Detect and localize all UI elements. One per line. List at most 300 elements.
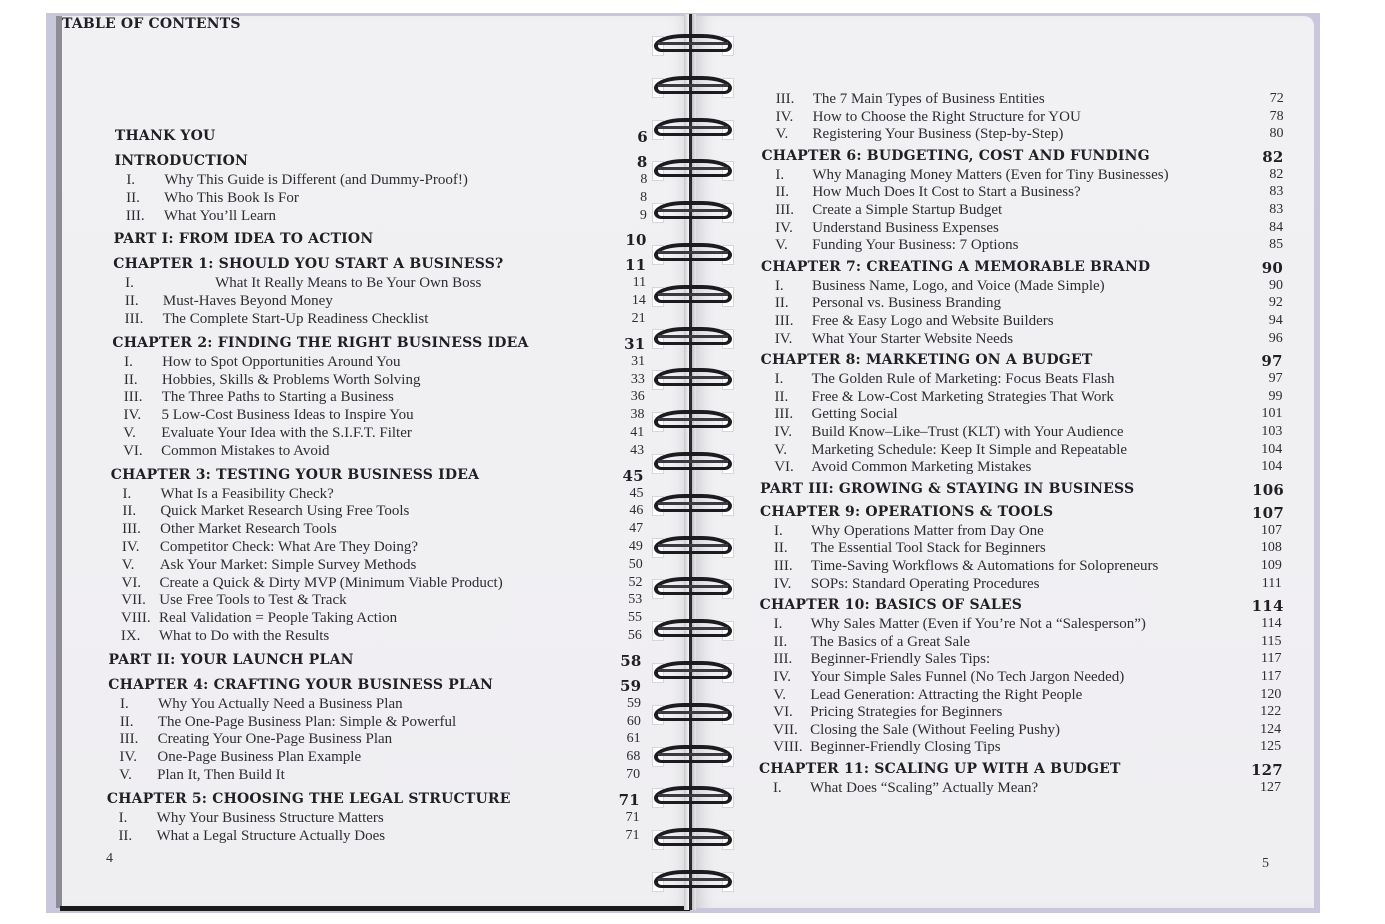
spiral-ring (650, 703, 734, 725)
toc-entry-page: 117 (1260, 669, 1282, 684)
toc-entry (775, 202, 1289, 220)
toc-entry-page: 115 (1261, 633, 1282, 649)
toc-entry-numeral: II. (774, 388, 789, 405)
toc-entry-numeral: III. (775, 91, 795, 107)
ring-wire-inner (658, 42, 728, 54)
toc-entry-numeral: III. (773, 558, 793, 574)
ring-wire-inner (658, 753, 728, 765)
toc-entry-label: Funding Your Business: 7 Options (812, 237, 1019, 254)
toc-entry (773, 687, 1287, 705)
toc-entry-label: One-Page Business Plan Example (157, 749, 362, 766)
toc-entry-numeral: III. (773, 651, 793, 668)
toc-entry-label: Time-Saving Workflows & Automations for Solopreneurs (810, 558, 1159, 574)
toc-entry-page: 21 (631, 311, 646, 326)
ring-wire-inner (658, 878, 728, 890)
toc-heading-page: 6 (637, 128, 648, 146)
toc-heading-label: CHAPTER 9: OPERATIONS & TOOLS (760, 503, 1054, 520)
toc-entry-numeral: II. (775, 184, 790, 201)
toc-entry-page: 45 (629, 485, 644, 501)
toc-entry-label: Understand Business Expenses (812, 219, 999, 236)
toc-entry (119, 749, 646, 767)
toc-entry-label: The Golden Rule of Marketing: Focus Beats Flash (811, 371, 1115, 388)
toc-heading (761, 258, 1284, 277)
toc-entry-label: What Does “Scaling” Actually Mean? (809, 780, 1039, 796)
toc-entry-page: 8 (640, 172, 648, 187)
toc-entry-label: Marketing Schedule: Keep It Simple and Repeatable (811, 441, 1128, 458)
toc-heading-label: PART I: FROM IDEA TO ACTION (113, 231, 374, 248)
toc-entry-numeral: I. (774, 371, 784, 388)
toc-entry (773, 780, 1287, 798)
spiral-ring (650, 661, 734, 683)
toc-heading-page: 71 (618, 790, 640, 809)
toc-entry (775, 331, 1289, 349)
ring-wire-inner (658, 84, 728, 96)
toc-entry-page: 47 (629, 521, 644, 537)
toc-heading-label: CHAPTER 7: CREATING A MEMORABLE BRAND (761, 258, 1151, 275)
toc-entry (776, 126, 1290, 144)
toc-entry-numeral: VI. (773, 704, 793, 721)
toc-entry-label: What It Really Means to Be Your Own Boss (215, 275, 482, 292)
toc-entry (774, 459, 1288, 477)
toc-title: TABLE OF CONTENTS (62, 16, 241, 32)
toc-entry-label: What You’ll Learn (163, 207, 276, 224)
toc-entry-page: 70 (626, 767, 641, 782)
toc-entry (774, 576, 1288, 594)
toc-entry-numeral: VIII. (121, 610, 151, 627)
toc-heading (761, 147, 1284, 166)
spiral-ring (650, 619, 734, 641)
toc-heading-label: INTRODUCTION (114, 153, 248, 169)
toc-entry-numeral: I. (120, 695, 129, 712)
toc-entry-label: Free & Low-Cost Marketing Strategies That Work (811, 388, 1114, 405)
toc-entry-page: 96 (1268, 330, 1283, 346)
toc-entry-page: 14 (631, 293, 646, 309)
toc-entry-page: 103 (1261, 424, 1283, 439)
toc-heading-label: THANK YOU (114, 128, 216, 144)
toc-entry (125, 275, 652, 293)
toc-heading-label: CHAPTER 10: BASICS OF SALES (759, 597, 1023, 614)
toc-entry-page: 111 (1261, 575, 1282, 591)
toc-entry-page: 31 (631, 353, 646, 369)
toc-entry-page: 50 (628, 556, 643, 572)
toc-entry-numeral: III. (774, 406, 794, 423)
toc-entry-numeral: V. (774, 441, 787, 458)
toc-entry-page: 107 (1260, 522, 1282, 538)
toc-entry-page: 80 (1269, 126, 1284, 142)
toc-entry-label: What Your Starter Website Needs (811, 330, 1014, 347)
toc-entry (773, 722, 1287, 740)
toc-entry-page: 36 (630, 389, 645, 405)
toc-entry-label: Who This Book Is For (164, 189, 299, 206)
page-number-right: 5 (1262, 856, 1269, 871)
spiral-ring (650, 745, 734, 767)
toc-entry (774, 406, 1288, 424)
toc-entry-page: 109 (1260, 558, 1282, 573)
toc-entry-numeral: I. (124, 353, 133, 370)
toc-entry (119, 767, 646, 785)
toc-heading-page: 45 (622, 466, 644, 485)
toc-entry (125, 293, 652, 311)
spiral-ring (650, 243, 734, 265)
toc-entry-label: Why Managing Money Matters (Even for Tiny Businesses) (812, 166, 1169, 183)
toc-heading-label: CHAPTER 2: FINDING THE RIGHT BUSINESS IDEA (112, 334, 529, 351)
ring-wire-inner (658, 585, 728, 597)
left-page (56, 16, 690, 908)
ring-wire-inner (658, 669, 728, 681)
spiral-ring (650, 494, 734, 516)
toc-entry-numeral: I. (125, 275, 134, 292)
toc-entry-page: 41 (630, 425, 645, 440)
toc-heading (113, 231, 647, 250)
spiral-ring (650, 118, 734, 140)
toc-entry-page: 55 (628, 610, 643, 626)
ring-wire-inner (658, 251, 728, 263)
toc-entry (126, 190, 653, 208)
toc-entry (776, 109, 1290, 127)
toc-entry-numeral: V. (123, 425, 136, 441)
toc-heading-page: 90 (1261, 258, 1284, 277)
toc-entry-page: 94 (1268, 313, 1283, 328)
toc-entry-page: 101 (1261, 406, 1283, 422)
ring-wire-inner (658, 711, 728, 723)
toc-entry (774, 442, 1288, 460)
toc-entry (121, 575, 648, 593)
toc-entry-page: 83 (1269, 202, 1284, 217)
toc-entry-page: 68 (626, 749, 641, 765)
toc-entry-numeral: II. (773, 633, 788, 650)
toc-entry-numeral: II. (122, 503, 137, 520)
toc-entry-numeral: VI. (774, 459, 794, 476)
spiral-ring (650, 327, 734, 349)
toc-entry-page: 99 (1268, 388, 1283, 404)
toc-entry-numeral: III. (119, 731, 139, 748)
toc-entry-label: What to Do with the Results (158, 628, 330, 644)
toc-heading-page: 59 (619, 676, 642, 695)
toc-heading-page: 58 (620, 651, 642, 670)
toc-entry-label: The Three Paths to Starting a Business (161, 389, 394, 406)
toc-entry-page: 90 (1268, 277, 1283, 293)
toc-entry (775, 184, 1289, 202)
toc-entry-numeral: VI. (121, 574, 142, 591)
toc-entry (122, 557, 649, 575)
toc-entry-page: 83 (1269, 184, 1284, 200)
toc-entry (775, 313, 1289, 331)
spiral-ring (650, 368, 734, 390)
spiral-ring (650, 34, 734, 56)
toc-heading-label: CHAPTER 5: CHOOSING THE LEGAL STRUCTURE (106, 790, 511, 807)
toc-heading-label: CHAPTER 3: TESTING YOUR BUSINESS IDEA (110, 466, 480, 483)
toc-entry-label: Closing the Sale (Without Feeling Pushy) (810, 721, 1060, 738)
toc-entry-numeral: I. (126, 172, 136, 188)
toc-heading (108, 676, 642, 695)
toc-entry-numeral: V. (775, 237, 788, 254)
toc-entry-numeral: IV. (773, 575, 792, 592)
ring-wire-inner (658, 836, 728, 848)
toc-entry-numeral: III. (774, 313, 794, 329)
spiral-binding (650, 0, 742, 924)
toc-entry-label: Evaluate Your Idea with the S.I.F.T. Filter (161, 425, 412, 441)
toc-heading-label: PART III: GROWING & STAYING IN BUSINESS (760, 480, 1135, 497)
toc-entry (774, 523, 1288, 541)
toc-heading (114, 153, 648, 171)
toc-entry (120, 731, 647, 749)
toc-entry-numeral: II. (773, 540, 788, 557)
toc-entry (120, 714, 647, 732)
spiral-ring (650, 452, 734, 474)
spiral-ring (650, 76, 734, 98)
toc-entry-page: 71 (625, 827, 640, 843)
toc-entry-numeral: IV. (775, 219, 793, 236)
toc-entry-page: 49 (628, 539, 643, 554)
toc-entry (122, 539, 649, 557)
ring-wire-inner (658, 335, 728, 347)
toc-entry-label: Why This Guide is Different (and Dummy-Proof!) (164, 172, 468, 188)
toc-entry (125, 311, 652, 329)
toc-entry-page: 120 (1260, 686, 1282, 702)
toc-entry (774, 616, 1288, 634)
toc-entry (775, 167, 1289, 185)
toc-heading (110, 466, 644, 485)
toc-entry-label: Must-Haves Beyond Money (162, 293, 333, 310)
toc-entry-numeral: I. (773, 616, 783, 633)
toc-entry-label: Free & Easy Logo and Website Builders (811, 313, 1054, 329)
toc-heading (113, 256, 647, 275)
toc-entry-page: 85 (1269, 237, 1284, 253)
toc-entry-page: 56 (627, 628, 642, 643)
toc-entry-numeral: V. (119, 767, 132, 783)
toc-heading (760, 352, 1283, 371)
toc-entry-page: 61 (626, 731, 641, 747)
toc-entry-numeral: IX. (120, 628, 141, 644)
toc-entry (773, 651, 1287, 669)
toc-entry-page: 104 (1261, 459, 1283, 475)
toc-entry-page: 127 (1259, 780, 1281, 795)
spiral-ring (650, 159, 734, 181)
toc-entry-page: 117 (1260, 651, 1282, 667)
toc-entry-label: Other Market Research Tools (160, 521, 337, 538)
toc-entry (774, 634, 1288, 652)
toc-entry-page: 71 (625, 809, 640, 825)
toc-entry (775, 371, 1289, 389)
toc-entry-page: 108 (1260, 540, 1282, 556)
toc-entry-numeral: VII. (121, 592, 146, 609)
ring-wire-inner (658, 167, 728, 179)
toc-entry (774, 424, 1288, 442)
toc-entry-numeral: III. (775, 202, 794, 218)
toc-entry-numeral: V. (773, 686, 786, 703)
toc-entry-page: 60 (626, 713, 641, 729)
toc-entry-numeral: IV. (119, 749, 138, 766)
toc-entry-label: Avoid Common Marketing Mistakes (811, 459, 1032, 476)
toc-entry-page: 59 (627, 695, 642, 711)
toc-entry-page: 11 (632, 275, 647, 291)
toc-entry-label: Quick Market Research Using Free Tools (160, 503, 410, 520)
toc-entry-numeral: I. (774, 277, 784, 294)
toc-entry-numeral: IV. (775, 108, 794, 125)
toc-heading-page: 8 (636, 153, 648, 171)
toc-entry-label: Competitor Check: What Are They Doing? (159, 539, 419, 555)
toc-heading (106, 790, 640, 809)
toc-heading-page: 107 (1252, 503, 1284, 522)
toc-heading-page: 97 (1261, 352, 1283, 371)
toc-entry (123, 443, 650, 461)
toc-entry-label: Personal vs. Business Branding (811, 295, 1002, 312)
toc-entry-label: Lead Generation: Attracting the Right People (810, 686, 1083, 703)
toc-entry (773, 669, 1287, 687)
toc-entry-label: SOPs: Standard Operating Procedures (810, 575, 1040, 592)
spiral-ring (650, 870, 734, 892)
toc-heading (759, 597, 1284, 616)
toc-entry-page: 8 (640, 189, 648, 205)
toc-entry-label: Getting Social (811, 406, 898, 423)
toc-entry-label: Why You Actually Need a Business Plan (158, 695, 403, 712)
toc-entry-page: 9 (639, 207, 647, 223)
toc-heading-label: CHAPTER 11: SCALING UP WITH A BUDGET (759, 761, 1121, 777)
toc-entry-numeral: I. (118, 809, 128, 826)
spiral-ring (650, 410, 734, 432)
toc-entry-page: 52 (628, 574, 643, 590)
toc-entry-label: Why Sales Matter (Even if You’re Not a “Salesperson”) (810, 616, 1146, 633)
toc-entry-numeral: II. (123, 371, 138, 388)
ring-wire-inner (658, 460, 728, 472)
toc-entry-numeral: VII. (773, 721, 798, 738)
toc-entry (120, 696, 647, 714)
toc-entry-label: How to Spot Opportunities Around You (162, 353, 401, 370)
toc-heading-page: 82 (1262, 147, 1284, 166)
toc-entry-page: 84 (1269, 219, 1284, 235)
toc-entry (124, 372, 651, 390)
toc-heading-page: 10 (625, 231, 647, 250)
page-edge-shadow (60, 906, 690, 911)
toc-entry-numeral: III. (123, 389, 143, 406)
toc-entry-label: Why Your Business Structure Matters (156, 809, 384, 826)
toc-entry (121, 592, 648, 610)
toc-heading (760, 480, 1285, 499)
toc-heading (760, 503, 1284, 522)
toc-entry-numeral: I. (773, 522, 783, 539)
ring-wire-inner (658, 293, 728, 305)
toc-entry (773, 704, 1287, 722)
toc-entry-page: 82 (1269, 166, 1284, 182)
toc-entry (774, 558, 1288, 576)
toc-entry (121, 610, 648, 628)
toc-entry-numeral: III. (125, 207, 145, 224)
toc-entry (124, 354, 651, 372)
toc-entry-page: 33 (630, 371, 645, 387)
toc-entry-label: Your Simple Sales Funnel (No Tech Jargon Needed) (810, 669, 1125, 685)
toc-entry-numeral: I. (772, 780, 782, 796)
toc-entry (118, 828, 645, 846)
toc-heading-label: CHAPTER 8: MARKETING ON A BUDGET (760, 352, 1093, 369)
toc-heading-page: 106 (1252, 480, 1285, 499)
toc-entry-label: Beginner-Friendly Sales Tips: (810, 651, 991, 668)
toc-entry-label: 5 Low-Cost Business Ideas to Inspire You (161, 407, 414, 424)
spiral-ring (650, 786, 734, 808)
toc-entry-label: Create a Simple Startup Budget (812, 202, 1003, 218)
toc-entry (123, 407, 650, 425)
toc-heading (759, 761, 1283, 779)
toc-entry-numeral: IV. (121, 539, 140, 555)
toc-heading-label: CHAPTER 1: SHOULD YOU START A BUSINESS? (113, 256, 504, 273)
spiral-ring (650, 828, 734, 850)
toc-entry-numeral: VI. (123, 442, 143, 459)
ring-wire-inner (658, 418, 728, 430)
toc-entry (774, 540, 1288, 558)
toc-entry-numeral: IV. (774, 330, 793, 347)
toc-entry (775, 220, 1289, 238)
toc-entry-numeral: II. (119, 713, 134, 730)
toc-entry (775, 237, 1289, 255)
toc-entry-numeral: IV. (773, 669, 792, 685)
ring-wire-inner (658, 502, 728, 514)
spiral-ring (650, 577, 734, 599)
toc-entry-page: 124 (1260, 721, 1282, 737)
toc-entry-label: How Much Does It Cost to Start a Business? (812, 184, 1081, 201)
toc-entry-numeral: II. (124, 293, 139, 310)
toc-entry-label: Business Name, Logo, and Voice (Made Simple) (811, 277, 1105, 294)
toc-entry-label: How to Choose the Right Structure for YOU (812, 108, 1081, 125)
toc-entry-numeral: VIII. (773, 739, 803, 756)
toc-entry-label: What Is a Feasibility Check? (160, 485, 334, 502)
toc-entry-page: 92 (1268, 295, 1283, 311)
toc-heading-page: 11 (625, 256, 647, 275)
right-page (696, 16, 1314, 908)
toc-entry-label: The 7 Main Types of Business Entities (812, 91, 1045, 107)
ring-wire-inner (658, 627, 728, 639)
toc-entry (122, 503, 649, 521)
toc-entry-label: Real Validation = People Taking Action (159, 610, 398, 627)
toc-entry-page: 125 (1260, 739, 1282, 755)
toc-entry-page: 104 (1261, 441, 1283, 457)
toc-heading-page: 114 (1251, 597, 1284, 616)
toc-entry-label: Create a Quick & Dirty MVP (Minimum Viable Product) (159, 574, 503, 591)
toc-entry-page: 78 (1269, 108, 1284, 124)
ring-wire-inner (658, 544, 728, 556)
toc-entry-label: Common Mistakes to Avoid (161, 442, 330, 459)
toc-entry-numeral: III. (124, 311, 144, 327)
toc-entry-label: Hobbies, Skills & Problems Worth Solving (161, 371, 421, 388)
toc-entry-label: The One-Page Business Plan: Simple & Powerful (157, 713, 457, 730)
toc-entry (123, 486, 650, 504)
toc-entry (126, 172, 653, 190)
toc-heading (112, 334, 646, 353)
toc-entry-label: The Basics of a Great Sale (810, 633, 971, 650)
toc-entry-page: 122 (1260, 704, 1282, 720)
toc-entry-numeral: II. (126, 189, 140, 206)
toc-entry-numeral: I. (122, 485, 132, 502)
toc-entry-numeral: I. (775, 166, 785, 183)
toc-entry-label: The Essential Tool Stack for Beginners (810, 540, 1046, 557)
toc-entry (123, 425, 650, 443)
toc-entry (124, 389, 651, 407)
toc-entry-numeral: II. (118, 827, 133, 844)
ring-wire-inner (658, 794, 728, 806)
toc-entry-label: Registering Your Business (Step-by-Step) (812, 126, 1064, 143)
toc-entry-page: 53 (628, 592, 643, 608)
toc-entry (775, 278, 1289, 296)
toc-entry-page: 38 (630, 407, 645, 423)
toc-entry-label: Creating Your One-Page Business Plan (157, 731, 393, 748)
toc-entry-label: Why Operations Matter from Day One (810, 522, 1044, 539)
toc-entry-page: 46 (629, 503, 644, 519)
toc-entry-label: Build Know–Like–Trust (KLT) with Your Audience (811, 424, 1124, 440)
toc-entry (775, 295, 1289, 313)
toc-entry-label: Beginner-Friendly Closing Tips (810, 739, 1001, 756)
toc-heading (114, 128, 648, 146)
spiral-ring (650, 536, 734, 558)
toc-entry-numeral: V. (775, 126, 789, 143)
spiral-ring (650, 201, 734, 223)
